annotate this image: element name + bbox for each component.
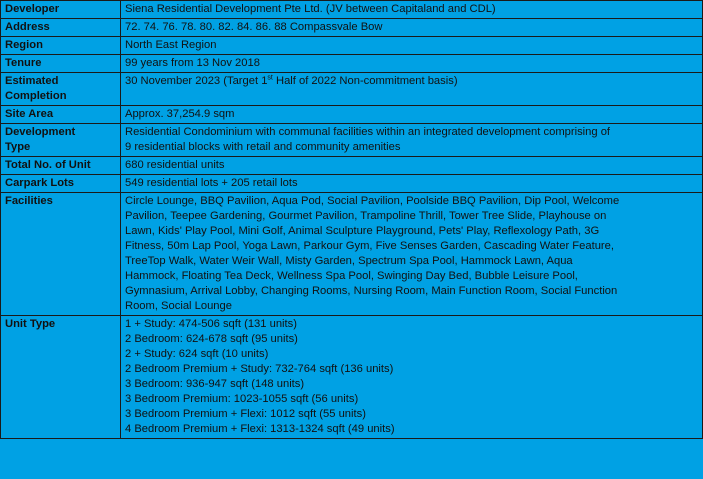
unit-type-line: 1 + Study: 474-506 sqft (131 units)	[125, 318, 297, 330]
development-type-label-line: Type	[5, 141, 31, 153]
completion-label-line: Estimated	[5, 75, 59, 87]
site-area-value: Approx. 37,254.9 sqm	[121, 106, 703, 124]
facilities-line: Hammock, Floating Tea Deck, Wellness Spa Pool, Swinging Day Bed, Bubble Leisure Pool,	[125, 270, 578, 282]
table-row	[1, 157, 703, 175]
development-type-value	[121, 124, 703, 157]
total-units-label: Total No. of Unit	[1, 157, 121, 175]
ordinal-suffix: st	[267, 74, 273, 82]
unit-type-label: Unit Type	[1, 316, 121, 439]
facilities-value	[121, 193, 703, 316]
facilities-line: Fitness, 50m Lap Pool, Yoga Lawn, Parkour Gym, Five Senses Garden, Cascading Water Feature,	[125, 240, 614, 252]
development-type-label-line: Development	[5, 126, 76, 138]
total-units-value: 680 residential units	[121, 157, 703, 175]
table-row	[1, 1, 703, 19]
unit-type-line: 2 Bedroom: 624-678 sqft (95 units)	[125, 333, 298, 345]
development-type-line: Residential Condominium with communal facilities within an integrated development comprising of	[125, 126, 611, 138]
completion-value	[121, 73, 703, 106]
table-row	[1, 106, 703, 124]
table-row	[1, 73, 703, 106]
tenure-label: Tenure	[1, 55, 121, 73]
developer-value: Siena Residential Development Pte Ltd. (JV between Capitaland and CDL)	[121, 1, 703, 19]
unit-type-line: 2 Bedroom Premium + Study: 732-764 sqft (136 units)	[125, 363, 394, 375]
unit-type-line: 3 Bedroom Premium: 1023-1055 sqft (56 units)	[125, 393, 359, 405]
address-value: 72. 74. 76. 78. 80. 82. 84. 86. 88 Compassvale Bow	[121, 19, 703, 37]
carpark-value: 549 residential lots + 205 retail lots	[121, 175, 703, 193]
developer-label: Developer	[1, 1, 121, 19]
table-row	[1, 175, 703, 193]
facilities-line: Gymnasium, Arrival Lobby, Changing Rooms, Nursing Room, Main Function Room, Social Function	[125, 285, 618, 297]
table-row	[1, 124, 703, 157]
table-row	[1, 19, 703, 37]
table-row	[1, 37, 703, 55]
development-type-line: 9 residential blocks with retail and community amenities	[125, 141, 401, 153]
tenure-value: 99 years from 13 Nov 2018	[121, 55, 703, 73]
unit-type-value	[121, 316, 703, 439]
facilities-line: Lawn, Kids' Play Pool, Mini Golf, Animal Sculpture Playground, Pets' Play, Reflexology Path, 3G	[125, 225, 600, 237]
development-type-label	[1, 124, 121, 157]
unit-type-line: 4 Bedroom Premium + Flexi: 1313-1324 sqft (49 units)	[125, 423, 395, 435]
completion-date-text: 30 November 2023 (Target 1	[125, 75, 268, 87]
completion-note-text: Half of 2022 Non-commitment basis)	[272, 75, 458, 87]
facilities-label: Facilities	[1, 193, 121, 316]
carpark-label: Carpark Lots	[1, 175, 121, 193]
site-area-label: Site Area	[1, 106, 121, 124]
table-row	[1, 316, 703, 439]
facilities-line: Room, Social Lounge	[125, 300, 232, 312]
unit-type-line: 3 Bedroom: 936-947 sqft (148 units)	[125, 378, 305, 390]
unit-type-line: 3 Bedroom Premium + Flexi: 1012 sqft (55 units)	[125, 408, 366, 420]
unit-type-line: 2 + Study: 624 sqft (10 units)	[125, 348, 269, 360]
address-label: Address	[1, 19, 121, 37]
facilities-line: TreeTop Walk, Water Weir Wall, Misty Garden, Spectrum Spa Pool, Hammock Lawn, Aqua	[125, 255, 573, 267]
facilities-line: Circle Lounge, BBQ Pavilion, Aqua Pod, Social Pavilion, Poolside BBQ Pavilion, Dip Pool, Welcome	[125, 195, 620, 207]
table-row	[1, 55, 703, 73]
completion-label	[1, 73, 121, 106]
facilities-line: Pavilion, Teepee Gardening, Gourmet Pavilion, Trampoline Thrill, Tower Tree Slide, Playhouse on	[125, 210, 607, 222]
table-row	[1, 193, 703, 316]
region-label: Region	[1, 37, 121, 55]
region-value: North East Region	[121, 37, 703, 55]
completion-label-line: Completion	[5, 90, 67, 102]
